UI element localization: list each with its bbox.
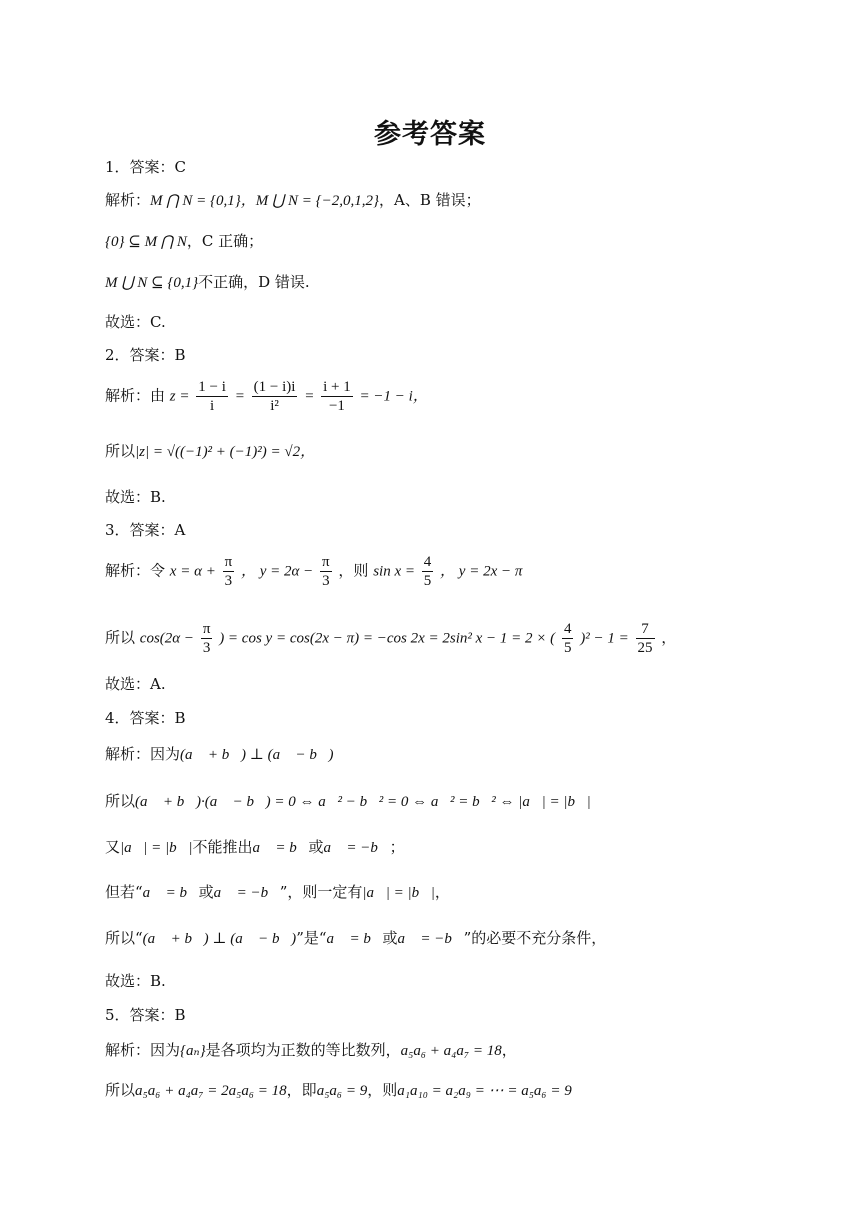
math: a⃗ = −b⃗ [323, 840, 390, 856]
math: a₅a₆ = 9 [316, 1083, 368, 1099]
label: 解析： [105, 191, 151, 209]
q5-analysis-line2 [105, 1079, 572, 1102]
q4-analysis-line2 [105, 790, 602, 813]
math: a⃗ = −b⃗ [213, 885, 280, 901]
text: 是各项均为正数的等比数列， [205, 1041, 401, 1059]
math: a₅a₆ + a₄a₇ = 18 [400, 1043, 502, 1059]
q2-answer: 2．答案：B [105, 346, 186, 364]
numerator: π [202, 621, 211, 637]
q2-choose: 故选：B. [105, 488, 166, 506]
text: 不正确，D 错误. [198, 273, 310, 291]
math: sin x = [373, 563, 415, 580]
math: M ⋂ N = {0,1}，M ⋃ N = {−2,0,1,2} [150, 193, 379, 209]
denominator: 3 [202, 640, 211, 656]
math: a⃗ = b⃗ [326, 931, 383, 947]
q5-analysis-line1 [105, 1039, 517, 1062]
denominator: 3 [322, 573, 330, 589]
text: ，则 [338, 561, 369, 580]
text: ”，则一定有 [279, 883, 363, 901]
math: {aₙ} [180, 1043, 206, 1059]
text: 或 [308, 838, 324, 856]
text: ； [389, 838, 405, 856]
math: M ⋃ N ⊆ {0,1} [105, 275, 199, 291]
math: a⃗ = −b⃗ [397, 931, 464, 947]
label: 所以“ [105, 929, 143, 947]
numerator: π [224, 554, 233, 570]
label: 解析：因为 [105, 1041, 181, 1059]
math: a⃗ = b⃗ [252, 840, 309, 856]
text: ”的必要不充分条件， [463, 929, 607, 947]
math: = −1 − i， [359, 388, 428, 405]
page-title: 参考答案 [374, 119, 486, 150]
math: |z| = √((−1)² + (−1)²) = √2， [135, 444, 316, 460]
math: |a⃗| = |b⃗| [362, 885, 435, 901]
math: (a⃗ + b⃗)·(a⃗ − b⃗) = 0 ⇔ a⃗² − b⃗² = 0 ⇔ a⃗² = b⃗² ⇔ |a⃗| = |b⃗|， [135, 794, 603, 810]
math: a₁a₁₀ = a₂a₉ = ⋯ = a₅a₆ = 9 [397, 1083, 572, 1099]
fraction [252, 378, 298, 415]
label: 所以 [105, 628, 136, 647]
q4-analysis-line5 [105, 927, 606, 950]
math: ， y = 2x − π [440, 563, 523, 580]
text: ，则 [367, 1081, 398, 1099]
denominator: i² [270, 398, 279, 414]
text: 不能推出 [192, 838, 253, 856]
q4-answer: 4．答案：B [105, 709, 186, 727]
label: 解析：由 [105, 386, 166, 405]
text: 或 [382, 929, 398, 947]
q1-analysis-line2 [105, 230, 263, 253]
label: 所以 [105, 1081, 136, 1099]
q3-choose: 故选：A. [105, 675, 166, 693]
numerator: 4 [423, 554, 432, 570]
q1-choose: 故选：C. [105, 313, 166, 331]
text: ”是“ [296, 929, 327, 947]
q5-answer: 5．答案：B [105, 1006, 186, 1024]
label: 但若“ [105, 883, 143, 901]
text: ，即 [286, 1081, 317, 1099]
q2-analysis-line1: 解析：由 z = $\frac{1 - i}{i}$ = $\frac{(1 - i)i}{\text{i²}}$ = $\frac{i + 1}{-1}$ = −1 − i， [105, 379, 428, 414]
math: cos(2α − [139, 630, 195, 647]
denominator: 5 [563, 640, 572, 656]
numerator: 1 − i [198, 379, 226, 395]
math: x = α + [169, 563, 216, 580]
text: 或 [198, 883, 214, 901]
numerator: i + 1 [323, 379, 351, 395]
fraction [201, 620, 213, 657]
math: (a⃗ + b⃗) ⊥ (a⃗ − b⃗) [180, 747, 334, 763]
math: ， y = 2α − [240, 563, 314, 580]
text: ，C 正确； [186, 232, 264, 250]
text: ， [661, 628, 677, 647]
fraction [196, 378, 228, 415]
text: ，A、B 错误； [379, 191, 481, 209]
q3-analysis-line2 [105, 620, 676, 657]
numerator: 4 [563, 621, 572, 637]
q4-analysis-line4 [105, 881, 450, 904]
fraction [223, 553, 235, 590]
numerator: 7 [636, 620, 655, 639]
q1-answer: 1．答案：C [105, 158, 187, 176]
math: |a⃗| = |b⃗| [120, 840, 193, 856]
label: 又 [105, 838, 121, 856]
math: a₅a₆ + a₄a₇ = 2a₅a₆ = 18 [135, 1083, 287, 1099]
label: 所以 [105, 442, 136, 460]
denominator: 5 [423, 573, 432, 589]
q1-analysis-line1 [105, 189, 481, 212]
fraction [422, 553, 434, 590]
q1-analysis-line3 [105, 271, 310, 294]
math: z = [169, 388, 190, 405]
denominator: 25 [637, 640, 653, 656]
q3-analysis-line1 [105, 553, 522, 590]
numerator: π [322, 554, 330, 570]
denominator: i [210, 398, 215, 414]
q4-analysis-line1 [105, 743, 334, 766]
q4-choose: 故选：B. [105, 972, 166, 990]
denominator: 3 [224, 573, 233, 589]
label: 解析：令 [105, 561, 166, 580]
math: )² − 1 = [580, 630, 629, 647]
fraction [320, 553, 332, 590]
fraction [321, 378, 353, 415]
math: {0} ⊆ M ⋂ N [105, 234, 187, 250]
text: ， [501, 1041, 517, 1059]
fraction [562, 620, 574, 657]
fraction [636, 620, 655, 657]
numerator: (1 − i)i [253, 379, 296, 395]
math: a⃗ = b⃗ [142, 885, 199, 901]
denominator: −1 [328, 398, 345, 414]
math: ) = cos y = cos(2x − π) = −cos 2x = 2sin² x − 1 = 2 × ( [219, 630, 556, 647]
q3-answer: 3．答案：A [105, 521, 186, 539]
math: (a⃗ + b⃗) ⊥ (a⃗ − b⃗) [142, 931, 297, 947]
label: 所以 [105, 792, 136, 810]
q2-analysis-line2 [105, 440, 315, 463]
q4-analysis-line3 [105, 836, 405, 859]
text: ， [434, 883, 450, 901]
label: 解析：因为 [105, 745, 181, 763]
